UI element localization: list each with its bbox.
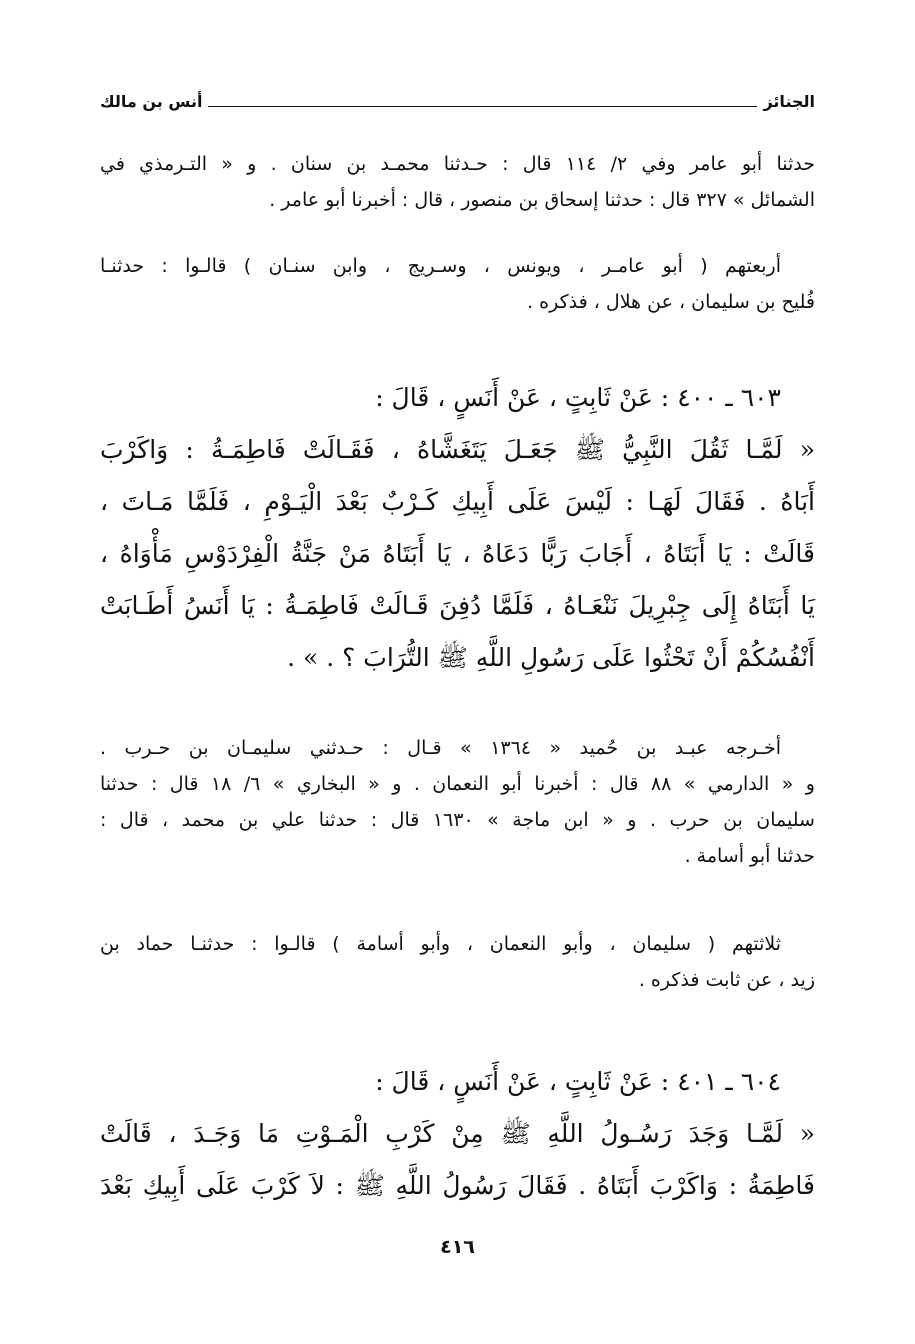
hadith-line: « لَمَّـا وَجَدَ رَسُـولُ اللَّهِ ﷺ مِنْ كَرْبِ الْمَـوْتِ مَا وَجَـدَ ، قَالَتْ — [100, 1119, 815, 1148]
hadith-line: قَالَتْ : يَا أَبَتَاهُ ، أَجَابَ رَبًّا دَعَاهُ ، يَا أَبَتَاهُ مَنْ جَنَّةُ الْفِرْدَوْسِ مَأْوَاهُ ، — [100, 539, 815, 568]
intro-chain-paragraph — [100, 248, 815, 320]
header-rule — [208, 106, 757, 107]
intro-sources-paragraph — [100, 146, 815, 218]
text-line: حدثنا أبو عامر وفي ٢/ ١١٤ قال : حـدثنا محمـد بن سنان . و « التـرمذي في — [100, 153, 815, 175]
text-line: زيد ، عن ثابت فذكره . — [638, 969, 815, 991]
text-line: و « الدارمي » ٨٨ قال : أخبرنا أبو النعمان . و « البخاري » ٦/ ١٨ قال : حدثنا — [100, 773, 815, 795]
takhrij-603-paragraph — [100, 730, 815, 874]
text-line: أخـرجه عبـد بن حُميد « ١٣٦٤ » قـال : حـدثني سليمـان بن حـرب . — [100, 737, 782, 759]
header-chapter-title: الجنائز — [763, 92, 815, 111]
text-line: الشمائل » ٣٢٧ قال : حدثنا إسحاق بن منصور ، قال : أخبرنا أبو عامر . — [269, 189, 815, 211]
chain-603-paragraph — [100, 926, 815, 998]
hadith-line: فَاطِمَةُ : وَاكَرْبَ أَبَتَاهُ . فَقَالَ رَسُولُ اللَّهِ ﷺ : لاَ كَرْبَ عَلَى أَبِيكِ بَعْدَ — [100, 1171, 815, 1200]
hadith-heading: ٦٠٣ ـ ٤٠٠ : عَنْ ثَابِتٍ ، عَنْ أَنَسٍ ، قَالَ : — [375, 383, 781, 412]
text-line: أربعتهم ( أبو عامـر ، ويونس ، وسـريج ، وابن سنـان ) قالـوا : حدثنـا — [100, 255, 781, 277]
hadith-line: « لَمَّـا ثَقُلَ النَّبِيُّ ﷺ جَعَـلَ يَتَغَشَّاهُ ، فَقَـالَتْ فَاطِمَـةُ : وَاكَرْبَ — [100, 435, 815, 464]
hadith-heading: ٦٠٤ ـ ٤٠١ : عَنْ ثَابِتٍ ، عَنْ أَنَسٍ ، قَالَ : — [375, 1067, 781, 1096]
running-header — [100, 88, 815, 112]
hadith-line: أَبَاهُ . فَقَالَ لَهَـا : لَيْسَ عَلَى أَبِيكِ كَـرْبٌ بَعْدَ الْيَـوْمِ ، فَلَمَّا مَـاتَ ، — [100, 487, 815, 516]
text-line: حدثنا أبو أسامة . — [684, 845, 815, 867]
page-number: ٤١٦ — [440, 1236, 475, 1258]
text-line: سليمان بن حرب . و « ابن ماجة » ١٦٣٠ قال : حدثنا علي بن محمد ، قال : — [100, 809, 815, 831]
hadith-604 — [100, 1056, 815, 1212]
text-line: فُليح بن سليمان ، عن هلال ، فذكره . — [527, 291, 815, 313]
hadith-line: يَا أَبَتَاهُ إِلَى جِبْرِيلَ نَنْعَـاهُ ، فَلَمَّا دُفِنَ قَـالَتْ فَاطِمَـةُ : يَا أَنَسُ أَطَـابَتْ — [100, 591, 815, 620]
text-line: ثلاثتهم ( سليمان ، وأبو النعمان ، وأبو أسامة ) قالـوا : حدثنـا حماد بن — [100, 933, 781, 955]
hadith-line: أَنْفُسُكُمْ أَنْ تَحْثُوا عَلَى رَسُولِ اللَّهِ ﷺ التُّرَابَ ؟ . » . — [287, 643, 815, 672]
header-narrator-title: أنس بن مالك — [100, 92, 203, 111]
hadith-603 — [100, 372, 815, 684]
